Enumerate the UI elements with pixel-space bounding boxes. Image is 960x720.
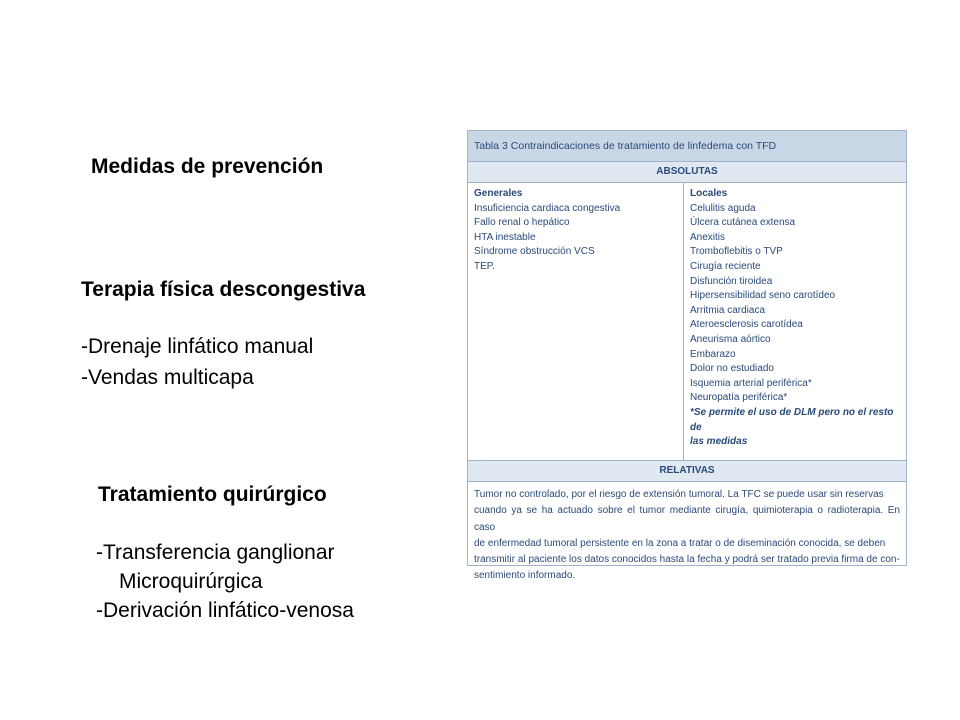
list-item: Dolor no estudiado	[690, 363, 774, 375]
relative-line: cuando ya se ha actuado sobre el tumor mediante cirugía, quimioterapia o radioterapia. En caso	[474, 505, 900, 533]
relative-line: transmitir al paciente los datos conocidos hasta la fecha y podrá ser tratado previa firma de con-	[474, 554, 900, 566]
surgery-item-transfer-cont: Microquirúrgica	[119, 570, 263, 593]
relative-line: de enfermedad tumoral persistente en la zona a tratar o de diseminación conocida, se deben	[474, 537, 886, 549]
list-item: Aneurisma aórtico	[690, 333, 771, 345]
list-item: TEP.	[474, 260, 495, 272]
list-item: Arritmia cardiaca	[690, 304, 766, 316]
relative-line: Tumor no controlado, por el riesgo de extensión tumoral. La TFC se puede usar sin reservas	[474, 489, 884, 500]
prevention-heading: Medidas de prevención	[91, 155, 324, 178]
list-item: Anexitis	[690, 231, 726, 243]
list-item: Ateroesclerosis carotídea	[690, 319, 803, 331]
list-item: Hipersensibilidad seno carotídeo	[690, 290, 836, 302]
list-item: Tromboflebitis o TVP	[690, 246, 783, 258]
list-item: Celulitis aguda	[690, 202, 756, 214]
table-caption: Tabla 3 Contraindicaciones de tratamiento de linfedema con TFD	[468, 131, 906, 161]
therapy-item-manual-drainage: -Drenaje linfático manual	[81, 335, 314, 358]
general-title: Generales	[474, 188, 523, 199]
local-note-line2: las medidas	[690, 436, 748, 448]
surgery-item-derivation: -Derivación linfático-venosa	[96, 599, 354, 622]
therapy-heading: Terapia física descongestiva	[81, 278, 366, 301]
surgery-item-transfer: -Transferencia ganglionar	[96, 541, 335, 564]
local-column	[684, 183, 906, 460]
absolute-columns	[468, 183, 906, 460]
list-item: Embarazo	[690, 348, 736, 360]
list-item: Síndrome obstrucción VCS	[474, 246, 595, 258]
list-item: Cirugía reciente	[690, 260, 761, 272]
list-item: Fallo renal o hepático	[474, 217, 570, 229]
list-item: Isquemia arterial periférica*	[690, 377, 812, 389]
contraindications-table	[467, 130, 907, 582]
relative-line: sentimiento informado.	[474, 570, 576, 582]
list-item: Disfunción tiroidea	[690, 275, 773, 287]
absolute-header: ABSOLUTAS	[468, 161, 906, 183]
list-item: Insuficiencia cardiaca congestiva	[474, 202, 621, 214]
general-column	[468, 183, 684, 460]
relative-text	[468, 482, 906, 590]
list-item: Neuropatía periférica*	[690, 392, 788, 404]
list-item: Úlcera cutánea extensa	[690, 217, 796, 229]
surgery-heading: Tratamiento quirúrgico	[98, 483, 327, 506]
relative-header: RELATIVAS	[468, 460, 906, 482]
list-item: HTA inestable	[474, 231, 536, 243]
local-title: Locales	[690, 188, 728, 199]
therapy-item-bandages: -Vendas multicapa	[81, 366, 254, 389]
local-note-line1: *Se permite el uso de DLM pero no el resto de	[690, 406, 894, 433]
